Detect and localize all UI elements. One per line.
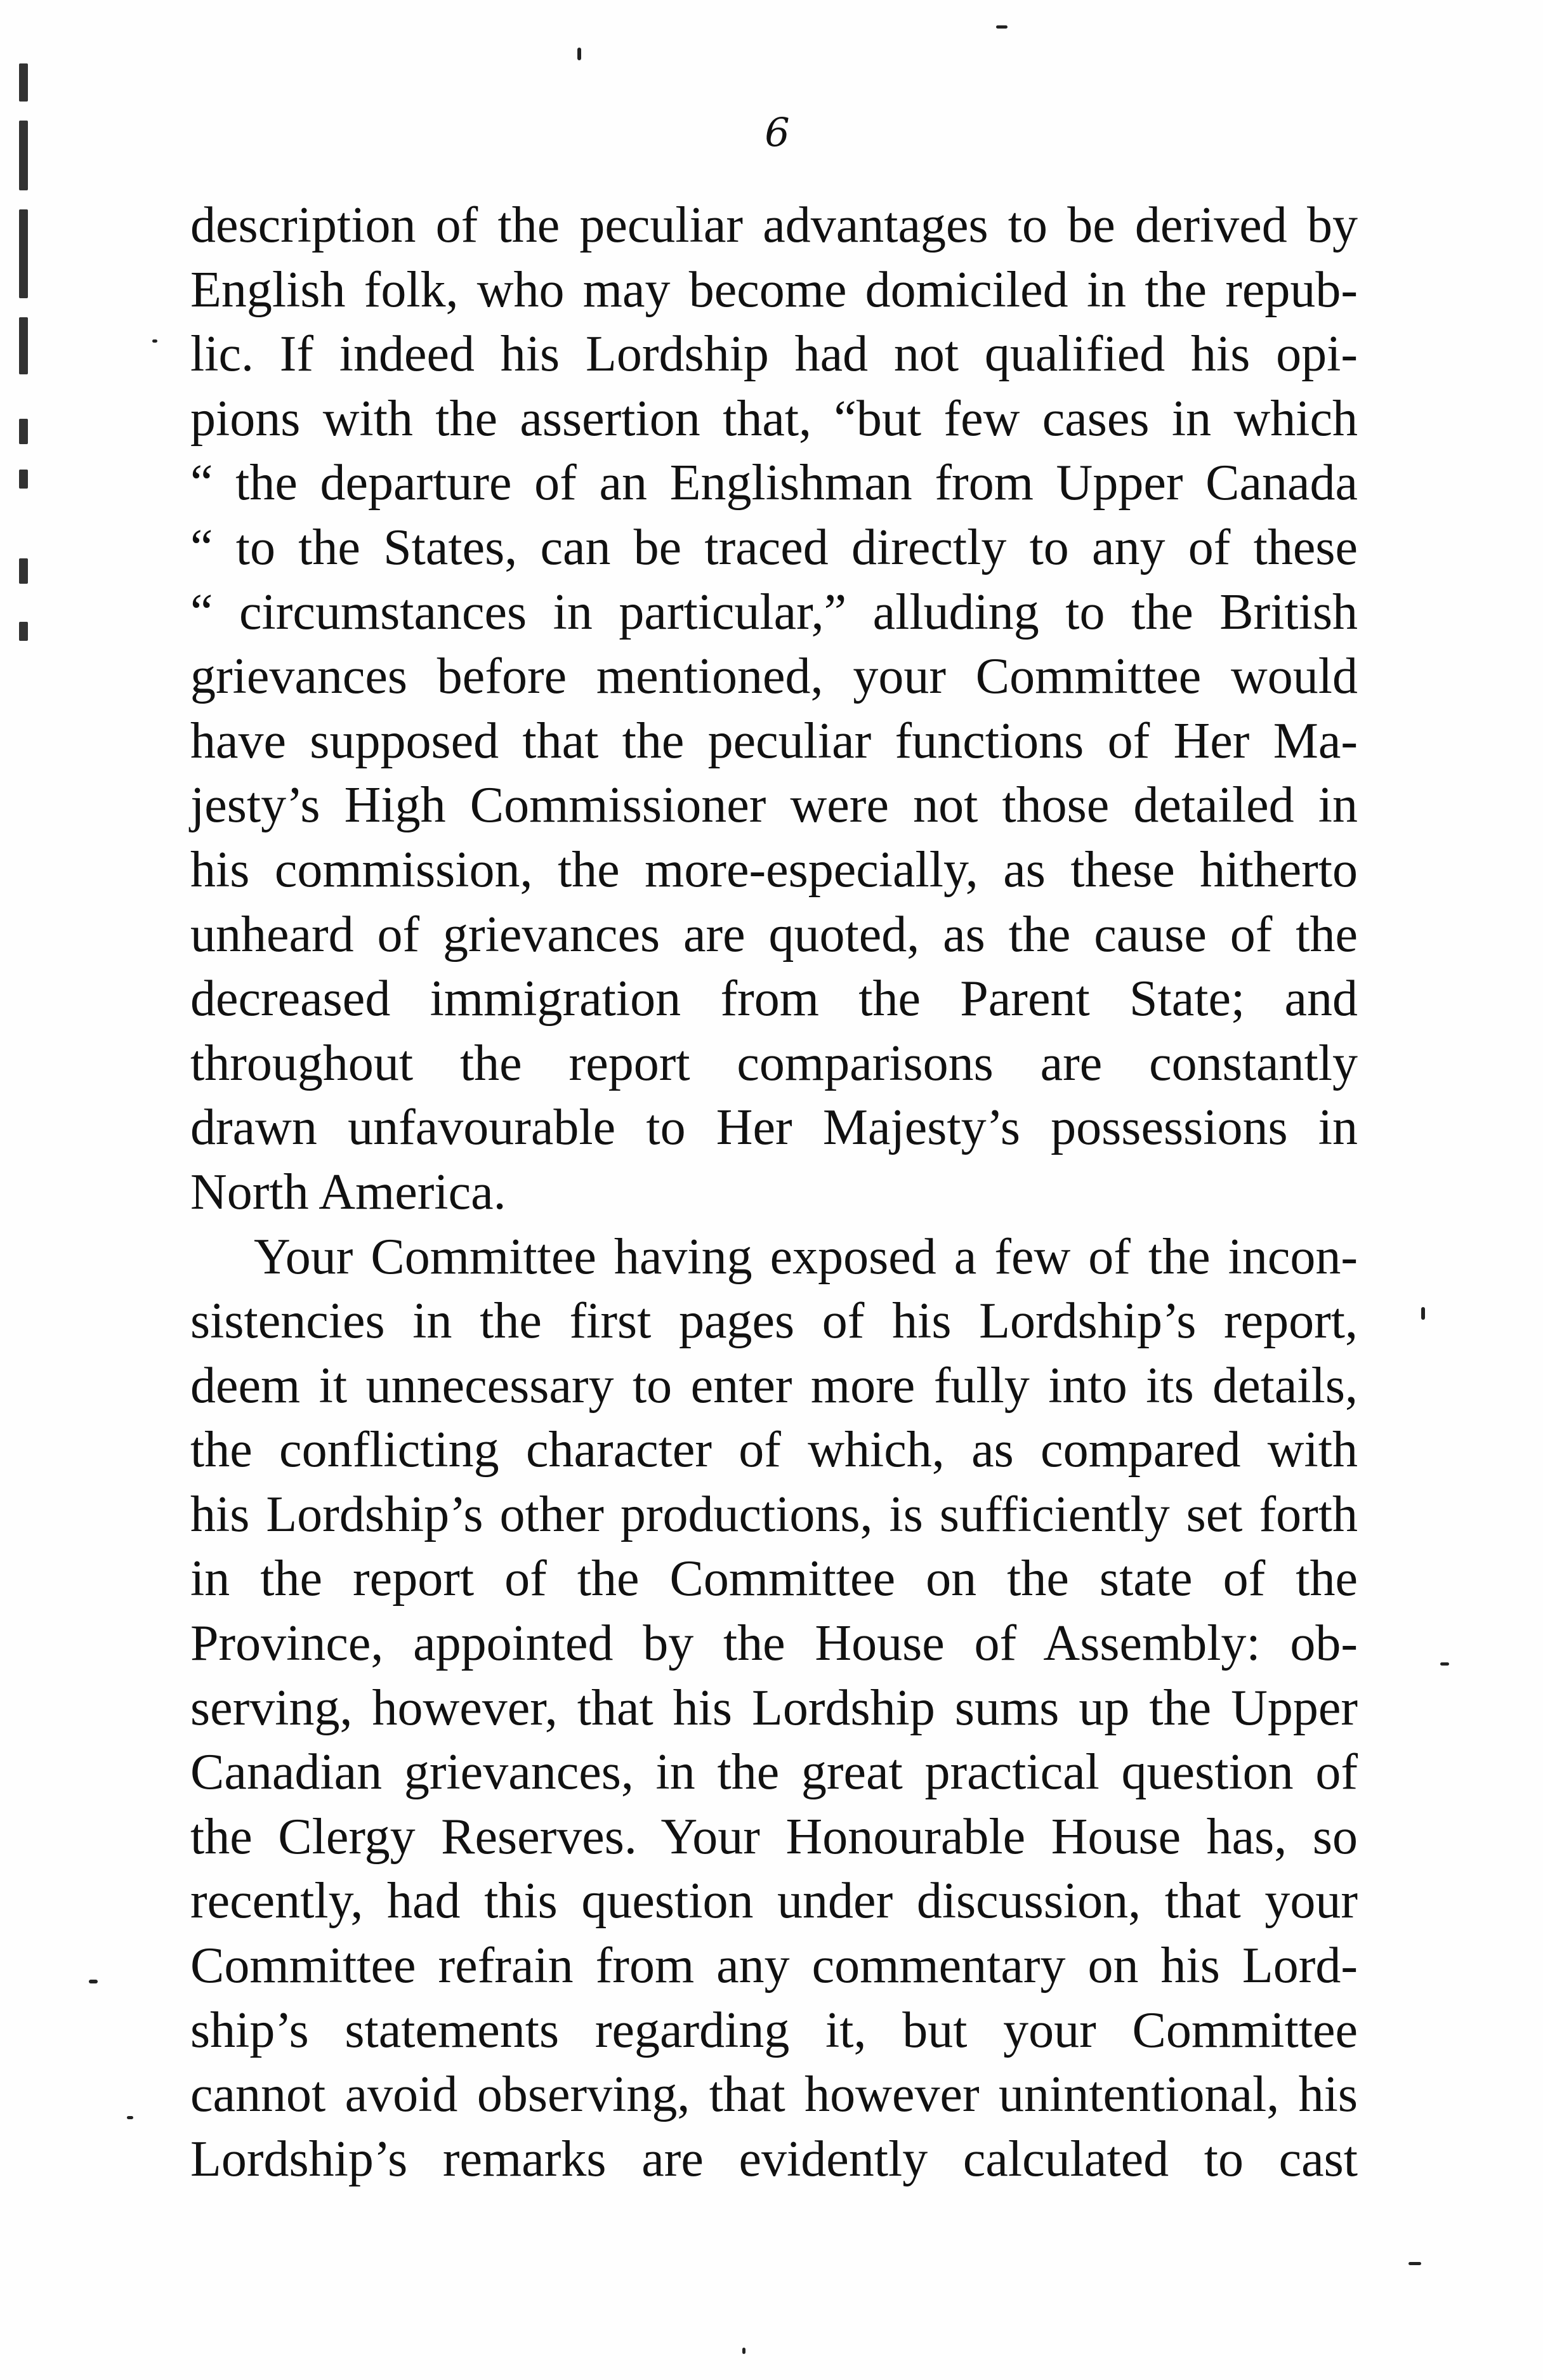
scan-speck [89, 1980, 98, 1983]
text-line: grievances before mentioned, your Committee would [190, 648, 1358, 705]
text-line: sistencies in the first pages of his Lordship’s report, [190, 1293, 1358, 1350]
text-line: the Clergy Reserves. Your Honourable House has, so [190, 1808, 1358, 1865]
scan-speck [1440, 1662, 1449, 1666]
body-text [190, 194, 1358, 2192]
text-line: Canadian grievances, in the great practical question of [190, 1744, 1358, 1801]
text-line: Your Committee having exposed a few of the incon- [254, 1228, 1358, 1285]
scan-speck [577, 48, 581, 60]
text-line: his commission, the more-especially, as these hitherto [190, 841, 1358, 898]
text-line: North America. [190, 1164, 506, 1220]
text-line: description of the peculiar advantages to be derived by [190, 197, 1358, 253]
text-line: serving, however, that his Lordship sums up the Upper [190, 1680, 1358, 1736]
scan-speck [742, 2348, 745, 2354]
text-line: deem it unnecessary to enter more fully into its details, [190, 1357, 1358, 1414]
text-line: jesty’s High Commissioner were not those detailed in [190, 777, 1358, 834]
text-line: lic. If indeed his Lordship had not qualified his opi- [190, 326, 1358, 383]
text-line: English folk, who may become domiciled in the repub- [190, 261, 1358, 318]
text-line: have supposed that the peculiar functions of Her Ma- [190, 713, 1358, 769]
binding-edge-marks [19, 63, 30, 698]
text-line: pions with the assertion that, “but few cases in which [190, 390, 1358, 447]
scan-speck [996, 25, 1008, 29]
scan-speck [1421, 1307, 1425, 1320]
text-line: the conflicting character of which, as compared with [190, 1422, 1358, 1478]
text-line: cannot avoid observing, that however unintentional, his [190, 2067, 1358, 2123]
text-line: drawn unfavourable to Her Majesty’s possessions in [190, 1100, 1358, 1156]
text-line: ship’s statements regarding it, but your Committee [190, 2002, 1358, 2058]
scan-speck [1408, 2262, 1421, 2265]
text-line: Province, appointed by the House of Assembly: ob- [190, 1615, 1358, 1672]
text-line: “ to the States, can be traced directly to any of these [190, 519, 1358, 575]
text-line: unheard of grievances are quoted, as the cause of the [190, 906, 1358, 963]
scan-speck [127, 2116, 133, 2119]
scan-speck [152, 339, 157, 343]
text-line: recently, had this question under discussion, that your [190, 1873, 1358, 1930]
text-line: in the report of the Committee on the state of the [190, 1551, 1358, 1607]
text-line: Committee refrain from any commentary on his Lord- [190, 1938, 1358, 1994]
text-line: throughout the report comparisons are constantly [190, 1035, 1358, 1091]
text-line: “ the departure of an Englishman from Upper Canada [190, 455, 1358, 511]
page-number: 6 [765, 109, 790, 155]
text-line: decreased immigration from the Parent State; and [190, 971, 1358, 1027]
text-line: his Lordship’s other productions, is sufficiently set forth [190, 1486, 1358, 1542]
text-line: “ circumstances in particular,” alluding to the British [190, 584, 1358, 640]
text-line: Lordship’s remarks are evidently calculated to cast [190, 2131, 1358, 2187]
